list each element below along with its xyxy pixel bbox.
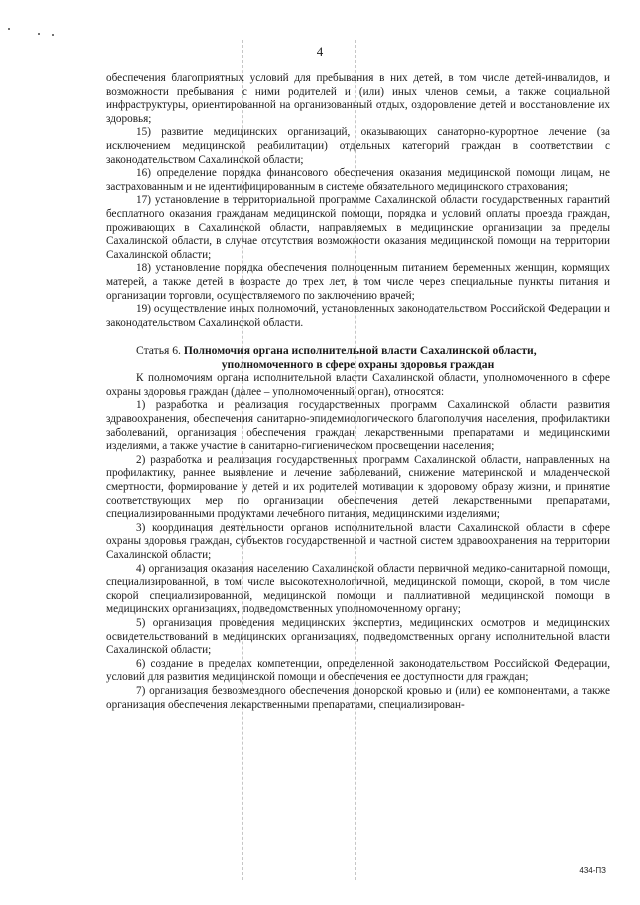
- paragraph: 4) организация оказания населению Сахалинской области первичной медико-санитарной помощи, специализированной, в том числе высокотехнологичной, медицинской помощи, скорой, в том числе скорой специализированной, медицинской помощи и паллиативной медицинской помощи в медицинских организациях, подведомственных уполномоченному органу;: [106, 562, 610, 616]
- article-title-line1: Полномочия органа исполнительной власти Сахалинской области,: [183, 344, 537, 358]
- scan-speck: [8, 28, 10, 30]
- article-title-line2: уполномоченного в сфере охраны здоровья граждан: [221, 358, 495, 372]
- paragraph: 16) определение порядка финансового обеспечения оказания медицинской помощи лицам, не застрахованным и не идентифицированным в системе обязательного медицинского страхования;: [106, 167, 610, 193]
- scan-speck: [52, 34, 54, 36]
- document-body: [106, 72, 610, 712]
- paragraph: 19) осуществление иных полномочий, установленных законодательством Российской Федерации и законодательством Сахалинской области.: [106, 303, 610, 329]
- paragraph: 17) установление в территориальной программе Сахалинской области государственных гарантий бесплатного оказания гражданам медицинской помощи, порядка и условий оплаты проезда граждан, проживающих в Сахалинской области, направляемых в медицинские организации за пределы Сахалинской области, в случае отсутствия возможности оказания медицинской помощи на территории Сахалинской области;: [106, 194, 610, 261]
- paragraph: обеспечения благоприятных условий для пребывания в них детей, в том числе детей-инвалидов, и возможности пребывания с ними родителей и (или) иных членов семьи, а также социальной инфраструктуры, ориентированной на организованный отдых, оздоровление детей и восстановление их здоровья;: [106, 72, 610, 125]
- page-number: 4: [316, 44, 324, 59]
- paragraphs-after-article: [106, 372, 610, 712]
- paragraph: 1) разработка и реализация государственных программ Сахалинской области развития здравоохранения, обеспечения санитарно-эпидемиологического благополучия населения, профилактики заболеваний, организация обеспечения граждан лекарственными препаратами и медицинскими изделиями, а также участие в санитарно-гигиеническом просвещении населения;: [106, 399, 610, 453]
- paragraph: 5) организация проведения медицинских экспертиз, медицинских осмотров и медицинских освидетельствований в медицинских организациях, подведомственных органу исполнительной власти Сахалинской области;: [106, 616, 610, 657]
- paragraph: 7) организация безвозмездного обеспечения донорской кровью и (или) ее компонентами, а также организация обеспечения лекарственными препаратами, специализирован-: [106, 684, 610, 711]
- paragraphs-before-article: [106, 72, 610, 330]
- paragraph: 6) создание в пределах компетенции, определенной законодательством Российской Федерации, условий для развития медицинской помощи и обеспечения ее доступности для граждан;: [106, 657, 610, 684]
- paragraph: 15) развитие медицинских организаций, оказывающих санаторно-курортное лечение (за исключением медицинской реабилитации) отдельных категорий граждан в соответствии с законодательством Сахалинской области;: [106, 126, 610, 166]
- paragraph: 18) установление порядка обеспечения полноценным питанием беременных женщин, кормящих матерей, а также детей в возрасте до трех лет, в том числе через специальные пункты питания и организации торговли, осуществляемого по заключению врачей;: [106, 262, 610, 302]
- paragraph: 2) разработка и реализация государственных программ Сахалинской области, направленных на профилактику, раннее выявление и лечение заболеваний, снижение материнской и младенческой смертности, формирование у детей и их родителей мотивации к здоровому образу жизни, и принятие соответствующих мер по организации обеспечения детей лекарственными препаратами, специализированными продуктами лечебного питания, медицинскими изделиями;: [106, 453, 610, 521]
- article-heading: [106, 344, 610, 372]
- paragraph: К полномочиям органа исполнительной власти Сахалинской области, уполномоченного в сфере охраны здоровья граждан (далее – уполномоченный орган), относятся:: [106, 372, 610, 398]
- paragraph: 3) координация деятельности органов исполнительной власти Сахалинской области в сфере охраны здоровья граждан, субъектов государственной и частной систем здравоохранения на территории Сахалинской области;: [106, 521, 610, 561]
- document-code: 434-ПЗ: [579, 866, 606, 875]
- article-number: Статья 6.: [136, 344, 181, 358]
- scan-speck: [38, 33, 40, 35]
